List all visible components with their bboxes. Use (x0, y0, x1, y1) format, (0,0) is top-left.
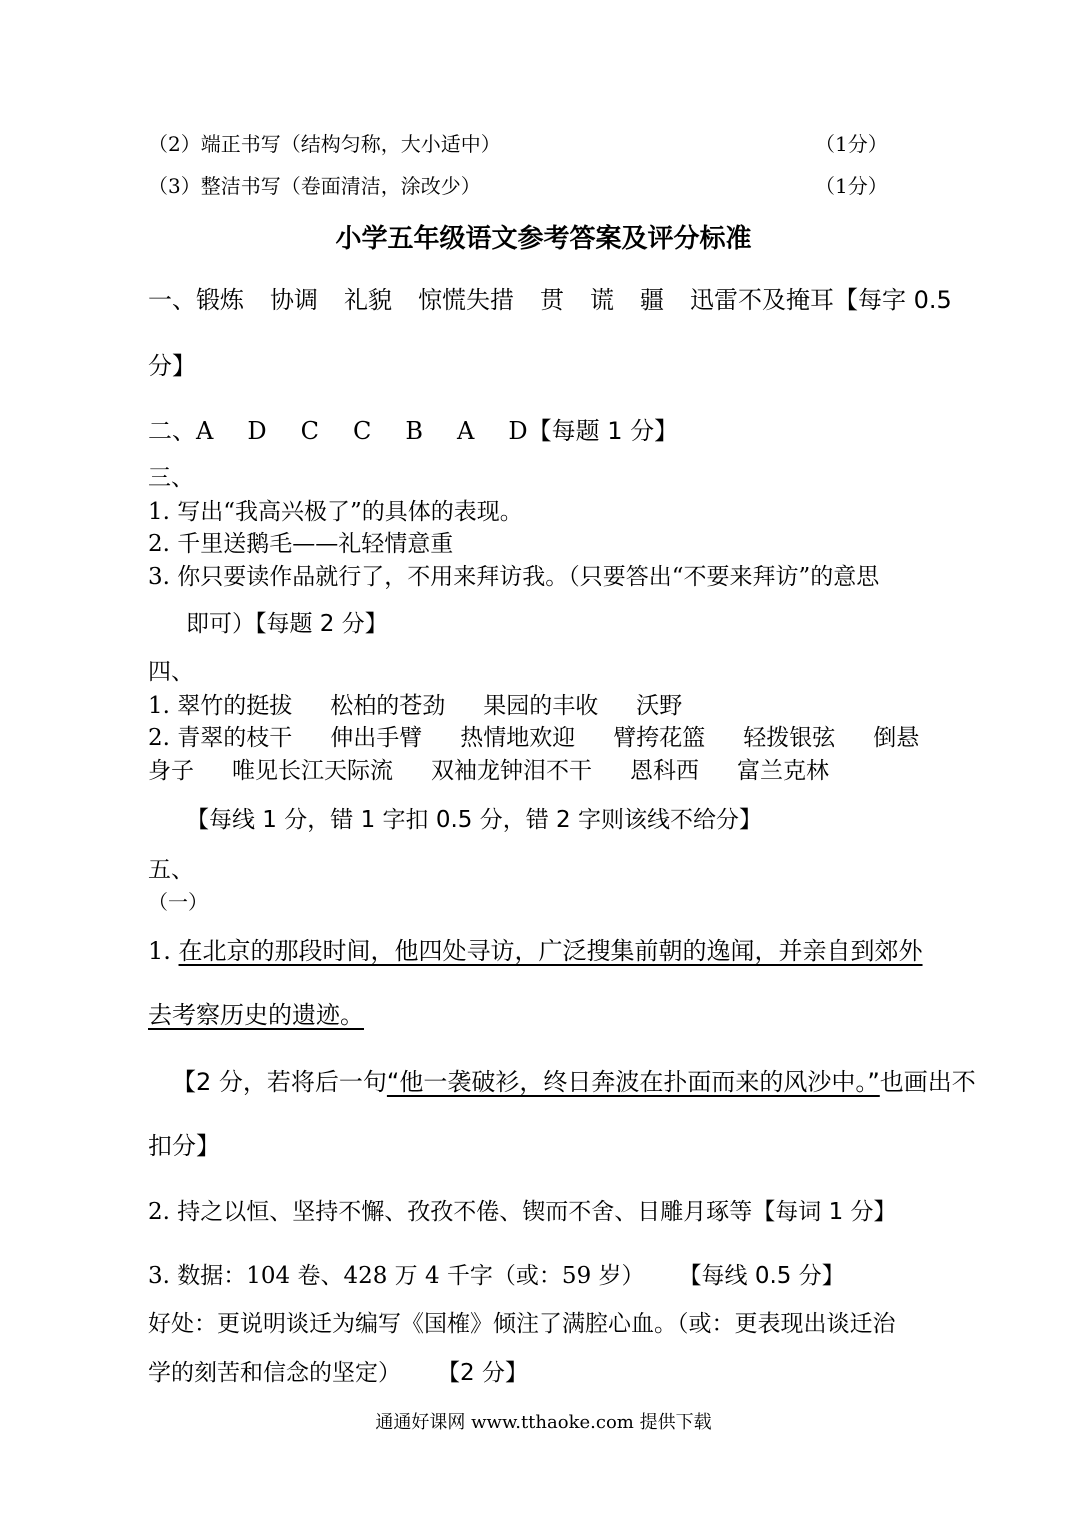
s5-q2-text: 2. 持之以恒、坚持不懈、孜孜不倦、锲而不舍、日雕月琢等 (148, 1199, 753, 1225)
s2-answer: D (508, 417, 528, 445)
s4-answer: 轻拨银弦 (743, 725, 836, 751)
s4-answer: 双袖龙钟泪不干 (431, 758, 592, 784)
criterion-2: （2）端正书写（结构匀称，大小适中） (148, 132, 501, 156)
s5-q2-note: 【每词 1 分】 (752, 1199, 897, 1225)
s5-q3-note: 【每线 0.5 分】 (678, 1263, 845, 1289)
s5-q1-num: 1. (148, 937, 179, 965)
s4-answer: 沃野 (636, 693, 683, 719)
s3-item-3-end: 即可） (186, 611, 255, 637)
page-footer: 通通好课网 www.tthaoke.com 提供下载 (375, 1412, 712, 1433)
s4-answer: 热情地欢迎 (460, 725, 576, 751)
s4-answer: 1. 翠竹的挺拔 (148, 693, 293, 719)
criterion-2-score: （1分） (815, 132, 888, 156)
s5-q1-answer: 在北京的那段时间，他四处寻访，广泛搜集前朝的逸闻，并亲自到郊外 (178, 937, 923, 965)
s4-line-3 (148, 755, 829, 787)
s5-q2-line (148, 1196, 897, 1228)
section-5-heading: 五、 (148, 857, 194, 883)
s5-q3-benefit-cont (148, 1357, 528, 1389)
s1-word: 礼貌 (344, 286, 392, 314)
s5-q1-note-b: 也画出不 (879, 1068, 976, 1096)
s1-word: 锻炼 (196, 286, 244, 314)
s5-q3-benefit: 好处：更说明谈迁为编写《国榷》倾注了满腔心血。（或：更表现出谈迁治 (148, 1311, 896, 1337)
s5-q3-line (148, 1260, 845, 1292)
s4-answer: 唯见长江天际流 (232, 758, 393, 784)
section-1-note: 【每字 0.5 (834, 286, 952, 314)
section-3-note: 【每题 2 分】 (255, 611, 388, 637)
s5-q3-benefit-end: 学的刻苦和信念的坚定） (148, 1360, 401, 1386)
s4-answer: 松柏的苍劲 (330, 693, 446, 719)
s4-answer: 臂挎花篮 (613, 725, 706, 751)
section-4-note: 【每线 1 分，错 1 字扣 0.5 分，错 2 字则该线不给分】 (186, 807, 762, 833)
criterion-3: （3）整洁书写（卷面清洁，涂改少） (148, 174, 481, 198)
section-4-heading: 四、 (148, 659, 194, 685)
s1-word: 迅雷不及掩耳 (690, 286, 834, 314)
s2-answer: C (352, 417, 372, 445)
s5-q3-benefit-note: 【2 分】 (437, 1360, 528, 1386)
section-2-prefix: 二、 (148, 417, 196, 445)
section-5-sub: （一） (148, 890, 208, 914)
s4-answer: 果园的丰收 (483, 693, 599, 719)
s4-line-2 (148, 722, 919, 754)
page-title: 小学五年级语文参考答案及评分标准 (335, 224, 752, 254)
s4-line-1 (148, 690, 682, 722)
s2-answer: D (247, 417, 267, 445)
s2-answer: B (405, 417, 423, 445)
s1-word: 疆 (640, 286, 664, 314)
s4-answer: 倒悬 (873, 725, 920, 751)
s5-q1-note (172, 1066, 976, 1098)
s5-q1-answer-cont: 去考察历史的遗迹。 (148, 1001, 364, 1029)
s1-word: 谎 (590, 286, 614, 314)
section-1-prefix: 一、 (148, 286, 196, 314)
s5-q1-line (148, 935, 923, 967)
s5-q3-text: 3. 数据：104 卷、428 万 4 千字（或：59 岁） (148, 1263, 645, 1289)
s3-item-1: 1. 写出“我高兴极了”的具体的表现。 (148, 499, 523, 525)
s1-word: 贯 (540, 286, 564, 314)
s5-q1-note-cont: 扣分】 (148, 1132, 220, 1160)
s4-answer: 恩科西 (630, 758, 699, 784)
section-1-line (148, 284, 952, 316)
section-2-note: 【每题 1 分】 (527, 417, 679, 445)
s2-answer: A (456, 417, 475, 445)
s2-answer: A (196, 417, 214, 445)
section-1-note-cont: 分】 (148, 352, 196, 380)
s1-word: 协调 (270, 286, 318, 314)
s4-answer: 2. 青翠的枝干 (148, 725, 293, 751)
s3-item-3-cont (186, 608, 388, 640)
s5-q1-note-quote: “他一袭破衫，终日奔波在扑面而来的风沙中。” (386, 1068, 880, 1096)
s3-item-2: 2. 千里送鹅毛——礼轻情意重 (148, 531, 454, 557)
section-3-heading: 三、 (148, 465, 194, 491)
s2-answer: C (300, 417, 319, 445)
criterion-3-score: （1分） (815, 174, 888, 198)
section-2-line (148, 415, 678, 447)
s5-q1-note-a: 【2 分，若将后一句 (172, 1068, 387, 1096)
s4-answer: 身子 (148, 758, 194, 784)
s4-answer: 富兰克林 (737, 758, 829, 784)
s3-item-3: 3. 你只要读作品就行了，不用来拜访我。（只要答出“不要来拜访”的意思 (148, 564, 880, 590)
s1-word: 惊慌失措 (418, 286, 514, 314)
s4-answer: 伸出手臂 (330, 725, 423, 751)
